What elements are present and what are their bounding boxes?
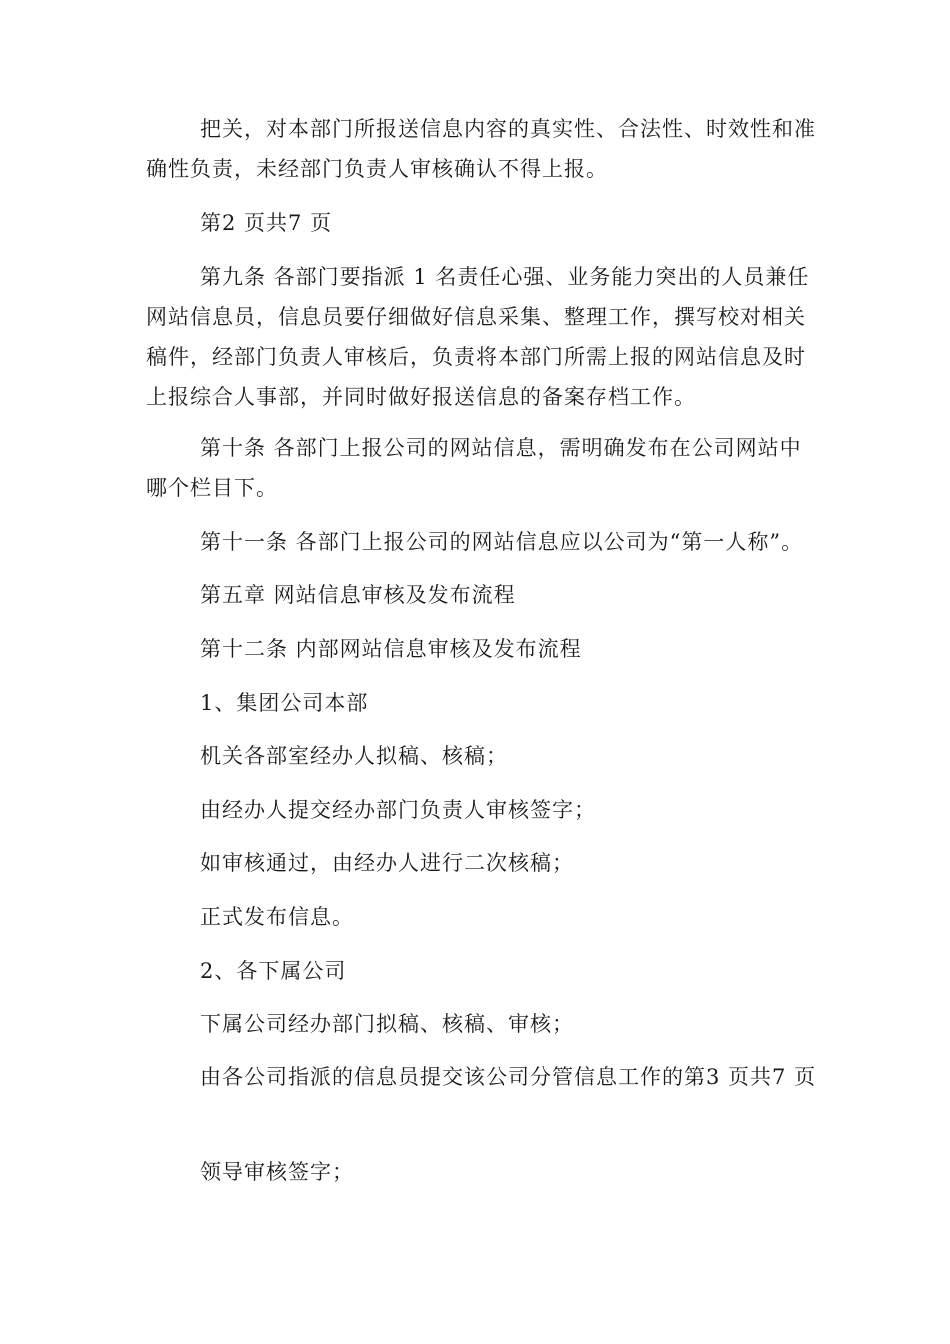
list-item: 领导审核签字； bbox=[200, 1160, 354, 1184]
paragraph-article-9: 第九条 各部门要指派 1 名责任心强、业务能力突出的人员兼任网站信息员，信息员要仔细做好信息采集、整理工作，撰写校对相关稿件，经部门负责人审核后，负责将本部门所需上报的网站信息及时上报综合人事部，并同时做好报送信息的备案存档工作。 bbox=[146, 265, 810, 409]
list-item: 由经办人提交经办部门负责人审核签字； bbox=[200, 798, 596, 822]
page-number-footer: 第2 页共7 页 bbox=[200, 211, 333, 235]
chapter-heading: 第五章 网站信息审核及发布流程 bbox=[200, 583, 516, 607]
paragraph-article-10: 第十条 各部门上报公司的网站信息，需明确发布在公司网站中哪个栏目下。 bbox=[146, 436, 802, 500]
list-item: 机关各部室经办人拟稿、核稿； bbox=[200, 744, 508, 768]
paragraph-article-12: 第十二条 内部网站信息审核及发布流程 bbox=[200, 637, 582, 661]
list-item: 正式发布信息。 bbox=[200, 905, 354, 929]
list-item: 如审核通过，由经办人进行二次核稿； bbox=[200, 851, 574, 875]
list-heading-hq: 1、集团公司本部 bbox=[200, 691, 369, 715]
paragraph: 把关，对本部门所报送信息内容的真实性、合法性、时效性和准确性负责，未经部门负责人审核确认不得上报。 bbox=[146, 117, 816, 181]
list-item-with-page-number: 由各公司指派的信息员提交该公司分管信息工作的第3 页共7 页 bbox=[200, 1065, 817, 1089]
list-item: 下属公司经办部门拟稿、核稿、审核； bbox=[200, 1012, 574, 1036]
paragraph-article-11: 第十一条 各部门上报公司的网站信息应以公司为“第一人称”。 bbox=[200, 530, 804, 554]
list-heading-subsidiary: 2、各下属公司 bbox=[200, 959, 347, 983]
